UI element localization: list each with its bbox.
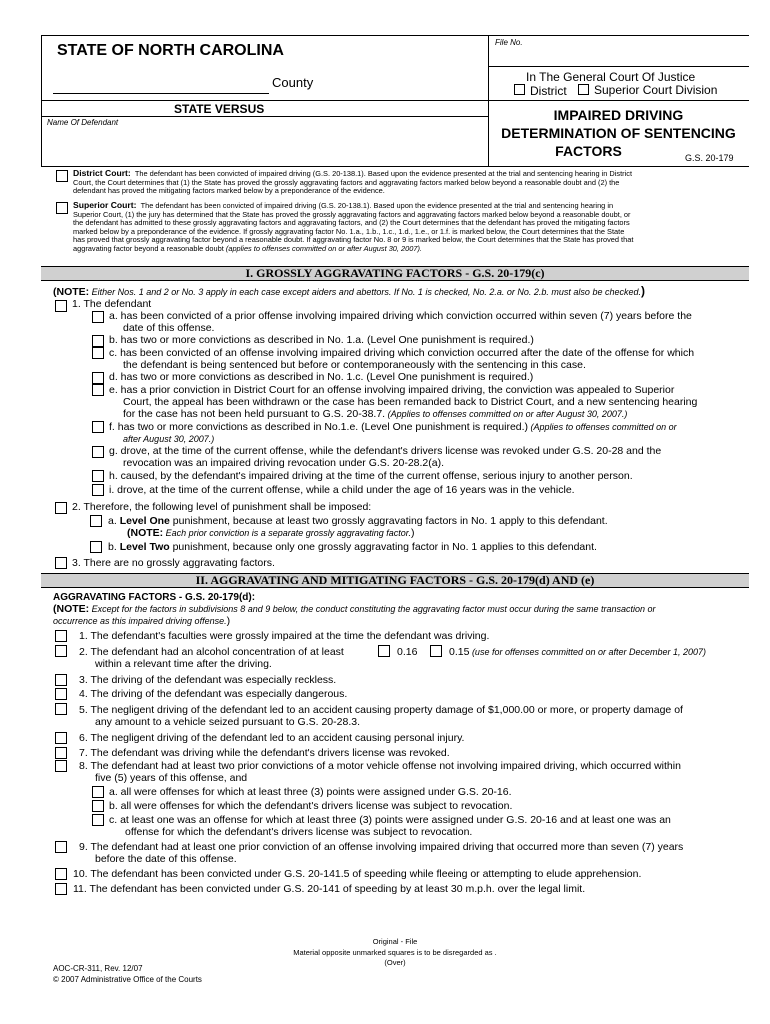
item3-checkbox[interactable] bbox=[55, 557, 67, 569]
agg8-text: 8. The defendant had at least two prior convictions of a motor vehicle offense not involving impaired driving, which occurred within bbox=[79, 760, 681, 772]
item1-label: 1. The defendant bbox=[72, 298, 152, 310]
item1g-text: g. drove, at the time of the current offense, while the defendant's drivers license was revoked under G.S. 20-28 and the bbox=[109, 445, 662, 457]
item2a-checkbox[interactable] bbox=[90, 515, 102, 527]
item2b-text bbox=[108, 542, 597, 554]
agg2-note: (use for offenses committed on or after December 1, 2007) bbox=[469, 647, 707, 657]
state-versus-line bbox=[41, 116, 488, 117]
district-label: District bbox=[530, 84, 567, 98]
header-bottom-line bbox=[41, 166, 749, 167]
note-text: Either Nos. 1 and 2 or No. 3 apply in each case except aiders and abettors. If No. 1 is checked, No. 2.a. or No. 2.b. must also be checked. bbox=[89, 287, 641, 297]
district-court-block bbox=[73, 169, 747, 196]
section2-note-line: occurrence as this impaired driving offense. bbox=[53, 616, 227, 626]
item1d-checkbox[interactable] bbox=[92, 372, 104, 384]
footer-material: Material opposite unmarked squares is to be disregarded as . bbox=[293, 948, 497, 957]
item2a-desc: punishment, because at least two grossly aggravating factors in No. 1 apply to this defendant. bbox=[169, 515, 608, 527]
statute-label: G.S. 20-179 bbox=[685, 153, 734, 163]
county-underline bbox=[53, 93, 269, 94]
agg11-text: 11. The defendant has been convicted under G.S. 20-141 of speeding by at least 30 m.p.h. over the legal limit. bbox=[73, 883, 586, 895]
agg4-text: 4. The driving of the defendant was especially dangerous. bbox=[79, 688, 348, 700]
section2-note-line: Except for the factors in subdivisions 8 and 9 below, the conduct constituting the aggravating factor must occur during the same transaction or bbox=[89, 604, 656, 614]
agg9-checkbox[interactable] bbox=[55, 841, 67, 853]
item1f-note: (Applies to offenses committed on or bbox=[528, 422, 677, 432]
item1e-checkbox[interactable] bbox=[92, 384, 104, 396]
court-line: In The General Court Of Justice bbox=[526, 70, 696, 84]
item1g-text-cont: revocation was an impaired driving revocation under G.S. 20-28.2(a). bbox=[123, 457, 444, 469]
footer-over: (Over) bbox=[384, 958, 406, 967]
header-mid-line bbox=[41, 100, 488, 101]
superior-court-line: has proved that grossly aggravating factor beyond a reasonable doubt. If aggravating factor No. 8 or 9 is marked below, the Court determines that the State has proved that bbox=[73, 235, 634, 245]
section2-note-cont bbox=[53, 616, 230, 628]
form-number: AOC-CR-311, Rev. 12/07 bbox=[53, 964, 143, 973]
superior-court-block bbox=[73, 201, 747, 254]
agg8b-checkbox[interactable] bbox=[92, 800, 104, 812]
section2-note bbox=[53, 604, 656, 616]
item1f-text bbox=[109, 422, 677, 434]
agg8a-text: a. all were offenses for which at least three (3) points were assigned under G.S. 20-16. bbox=[109, 786, 512, 798]
agg1-checkbox[interactable] bbox=[55, 630, 67, 642]
title-line2: DETERMINATION OF SENTENCING bbox=[501, 125, 736, 141]
agg6-checkbox[interactable] bbox=[55, 732, 67, 744]
superior-court-line: marked below by a preponderance of the evidence. If grossly aggravating factor No. 1.a., 1.b., 1.c., 1.d., 1.e., or 1.f. is marked below, the Court determines that the State bbox=[73, 226, 625, 236]
agg2-015-checkbox[interactable] bbox=[430, 645, 442, 657]
district-court-label: District Court: bbox=[73, 168, 131, 178]
item2a-note bbox=[127, 528, 414, 540]
agg9-text-cont: before the date of this offense. bbox=[95, 853, 237, 865]
district-checkbox[interactable] bbox=[514, 84, 525, 95]
item1c-checkbox[interactable] bbox=[92, 347, 104, 359]
agg-heading: AGGRAVATING FACTORS - G.S. 20-179(d): bbox=[53, 592, 256, 603]
top-border bbox=[41, 35, 749, 36]
agg10-checkbox[interactable] bbox=[55, 868, 67, 880]
agg8c-text-cont: offense for which the defendant's drivers license was subject to revocation. bbox=[125, 826, 473, 838]
file-no-line bbox=[488, 66, 749, 67]
item2a-note-label: (NOTE: bbox=[127, 527, 164, 539]
copyright: © 2007 Administrative Office of the Courts bbox=[53, 975, 202, 984]
item2a-level: Level One bbox=[119, 515, 170, 527]
agg11-checkbox[interactable] bbox=[55, 883, 67, 895]
item3-text: 3. There are no grossly aggravating factors. bbox=[72, 557, 275, 569]
agg2-015-value: 0.15 bbox=[449, 646, 470, 658]
item1e-text-cont: Court, the appeal has been withdrawn or the case has been remanded back to District Court, and a new sentencing hearing bbox=[123, 396, 698, 408]
agg5-checkbox[interactable] bbox=[55, 703, 67, 715]
agg2-016-checkbox[interactable] bbox=[378, 645, 390, 657]
section2-title: II. AGGRAVATING AND MITIGATING FACTORS - G.S. 20-179(d) AND (e) bbox=[195, 573, 595, 587]
agg6-text: 6. The negligent driving of the defendant led to an accident causing personal injury. bbox=[79, 732, 465, 744]
agg8c-text: c. at least one was an offense for which at least three (3) points were assigned under G.S. 20-16 and at least one was an bbox=[109, 814, 671, 826]
item2b-desc: punishment, because only one grossly aggravating factor in No. 1 applies to this defendant. bbox=[169, 541, 597, 553]
state-title: STATE OF NORTH CAROLINA bbox=[57, 42, 284, 59]
item1h-text: h. caused, by the defendant's impaired driving at the time of the current offense, serious injury to another person. bbox=[109, 470, 633, 482]
item1e-text-line: for the case has not been held pursuant to G.S. 20-38.7. bbox=[123, 408, 386, 420]
item1i-text: i. drove, at the time of the current offense, while a child under the age of 16 years was in the vehicle. bbox=[109, 484, 575, 496]
superior-checkbox[interactable] bbox=[578, 84, 589, 95]
item1b-text: b. has two or more convictions as described in No. 1.a. (Level One punishment is required.) bbox=[109, 334, 534, 346]
section2-note-label: (NOTE: bbox=[53, 603, 90, 615]
item1c-text: c. has been convicted of an offense involving impaired driving which conviction occurred after the date of the offense for which bbox=[109, 347, 695, 359]
item2b-checkbox[interactable] bbox=[90, 541, 102, 553]
note-close: ) bbox=[640, 284, 645, 298]
superior-court-note: (applies to offenses committed on or after August 30, 2007). bbox=[225, 243, 422, 253]
file-no-label: File No. bbox=[495, 38, 523, 47]
item1e-text-cont2 bbox=[123, 409, 627, 421]
agg8-text-cont: five (5) years of this offense, and bbox=[95, 772, 248, 784]
agg4-checkbox[interactable] bbox=[55, 688, 67, 700]
section1-title-bar bbox=[41, 266, 749, 281]
agg2-text: 2. The defendant had an alcohol concentration of at least bbox=[79, 646, 344, 658]
item1a-text-cont: date of this offense. bbox=[123, 322, 215, 334]
agg8c-checkbox[interactable] bbox=[92, 814, 104, 826]
section2-title-bar bbox=[41, 573, 749, 588]
superior-court-line: aggravating factor beyond a reasonable doubt bbox=[73, 243, 224, 253]
item1a-text: a. has been convicted of a prior offense involving impaired driving which conviction occurred within seven (7) years before the bbox=[109, 310, 692, 322]
agg7-checkbox[interactable] bbox=[55, 747, 67, 759]
superior-court-line: Superior Court, (1) the jury has determined that the State has proved the grossly aggravating factors and aggravating factors marked below beyond a reasonable doubt, or bbox=[73, 209, 631, 219]
item2a-note-close: ) bbox=[410, 527, 415, 539]
item1h-checkbox[interactable] bbox=[92, 470, 104, 482]
superior-label: Superior Court Division bbox=[594, 83, 718, 97]
agg3-checkbox[interactable] bbox=[55, 674, 67, 686]
superior-court-label: Superior Court: bbox=[73, 200, 137, 210]
item1-checkbox[interactable] bbox=[55, 300, 67, 312]
superior-court-line: the defendant has admitted to these grossly aggravating factors and aggravating factors, and (2) the Court determines that the defendant has proved the mitigating factors bbox=[73, 218, 630, 228]
superior-court-line: The defendant has been convicted of impaired driving (G.S. 20-138.1). Based upon the evidence presented at the trial and sentencing hearing in bbox=[140, 201, 614, 210]
district-court-checkbox[interactable] bbox=[56, 170, 68, 182]
section1-title: I. GROSSLY AGGRAVATING FACTORS - G.S. 20-179(c) bbox=[245, 266, 545, 280]
agg2-016-label: 0.16 bbox=[397, 646, 418, 658]
footer-original: Original - File bbox=[372, 937, 418, 946]
district-court-line: Court, the Court determines that (1) the State has proved the grossly aggravating factors and aggravating factors marked below beyond a reasonable doubt and (2) the bbox=[73, 177, 620, 187]
item1f-note-cont: after August 30, 2007.) bbox=[123, 434, 215, 444]
agg3-text: 3. The driving of the defendant was especially reckless. bbox=[79, 674, 337, 686]
note-label: (NOTE: bbox=[53, 286, 90, 298]
item1b-checkbox[interactable] bbox=[92, 335, 104, 347]
defendant-label: Name Of Defendant bbox=[47, 118, 119, 127]
item2b-level: Level Two bbox=[119, 541, 170, 553]
agg1-text: 1. The defendant's faculties were grossly impaired at the time the defendant was driving. bbox=[79, 630, 490, 642]
item1f-text-line: f. has two or more convictions as described in No.1.e. (Level One punishment is required.) bbox=[109, 421, 529, 433]
agg8a-checkbox[interactable] bbox=[92, 786, 104, 798]
item1a-checkbox[interactable] bbox=[92, 311, 104, 323]
agg7-text: 7. The defendant was driving while the defendant's drivers license was revoked. bbox=[79, 747, 450, 759]
item2-checkbox[interactable] bbox=[55, 502, 67, 514]
agg5-text: 5. The negligent driving of the defendant led to an accident causing property damage of $1,000.00 or more, or property damage of bbox=[79, 704, 683, 716]
county-label: County bbox=[272, 75, 314, 90]
item1c-text-cont: the defendant is being sentenced but before or contemporaneously with the sentencing in this case. bbox=[123, 359, 586, 371]
item1i-checkbox[interactable] bbox=[92, 484, 104, 496]
title-line1: IMPAIRED DRIVING bbox=[553, 107, 684, 123]
agg2-text-cont: within a relevant time after the driving. bbox=[95, 658, 272, 670]
district-court-line: defendant has proved the mitigating factors marked below by a preponderance of the evidence. bbox=[73, 186, 385, 196]
agg10-text: 10. The defendant has been convicted under G.S. 20-141.5 of speeding while fleeing or attempting to elude apprehension. bbox=[73, 868, 642, 880]
agg9-text: 9. The defendant had at least one prior conviction of an offense involving impaired driving that occurred more than seven (7) years bbox=[79, 841, 684, 853]
title-line3: FACTORS bbox=[555, 143, 622, 159]
item1f-checkbox[interactable] bbox=[92, 421, 104, 433]
agg5-text-cont: any amount to a vehicle seized pursuant to G.S. 20-28.3. bbox=[95, 716, 360, 728]
section1-note bbox=[53, 286, 645, 299]
agg8b-text: b. all were offenses for which the defendant's drivers license was subject to revocation. bbox=[109, 800, 513, 812]
state-versus: STATE VERSUS bbox=[174, 102, 265, 116]
item2a-text bbox=[108, 516, 608, 528]
item1g-checkbox[interactable] bbox=[92, 446, 104, 458]
item1e-note: (Applies to offenses committed on or after August 30, 2007.) bbox=[385, 409, 628, 419]
item2a-note-text: Each prior conviction is a separate grossly aggravating factor. bbox=[163, 528, 411, 538]
agg8-checkbox[interactable] bbox=[55, 760, 67, 772]
agg2-015-label bbox=[449, 647, 706, 659]
item1d-text: d. has two or more convictions as described in No. 1.c. (Level One punishment is required.) bbox=[109, 371, 534, 383]
item2b-prefix: b. bbox=[108, 541, 120, 553]
district-court-line: The defendant has been convicted of impaired driving (G.S. 20-138.1). Based upon the evidence presented at the trial and sentencing hearing in District bbox=[134, 169, 633, 178]
item2a-prefix: a. bbox=[108, 515, 120, 527]
header-right-line bbox=[488, 100, 749, 101]
agg2-checkbox[interactable] bbox=[55, 645, 67, 657]
section2-note-close: ) bbox=[226, 615, 231, 627]
superior-court-checkbox[interactable] bbox=[56, 202, 68, 214]
item1e-text: e. has a prior conviction in District Court for an offense involving impaired driving, the conviction was appealed to Superior bbox=[109, 384, 675, 396]
item2-label: 2. Therefore, the following level of punishment shall be imposed: bbox=[72, 501, 372, 513]
